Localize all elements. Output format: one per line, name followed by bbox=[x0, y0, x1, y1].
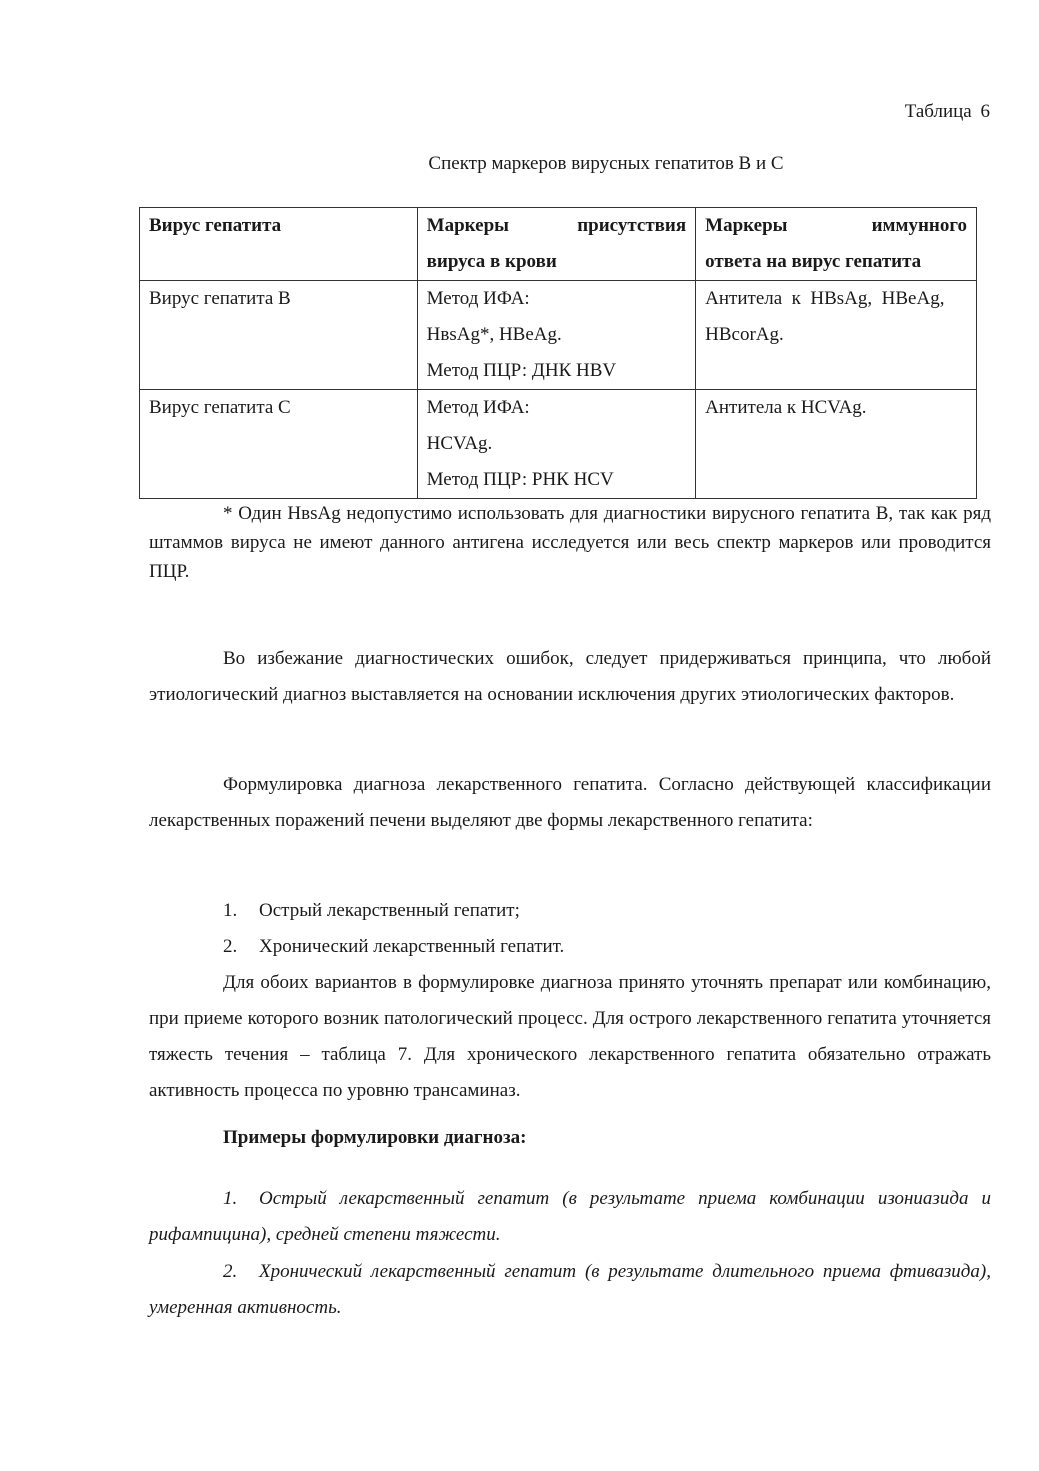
forms-list bbox=[223, 893, 564, 965]
cell-presence bbox=[417, 390, 696, 499]
list-item bbox=[223, 929, 564, 965]
header-immune-word1: Маркеры bbox=[705, 215, 788, 236]
table-row bbox=[140, 281, 977, 390]
list-item-number: 2. bbox=[223, 936, 238, 957]
paragraph-drug-hepatitis-forms: Формулировка диагноза лекарственного гепатита. Согласно действующей классификации лекарственных поражений печени выделяют две формы лекарственного гепатита: bbox=[149, 774, 991, 831]
example-number: 1. bbox=[223, 1188, 238, 1209]
header-virus: Вирус гепатита bbox=[140, 208, 418, 281]
example-text: Хронический лекарственный гепатит (в результате длительного приема фтивазида), умеренная активность. bbox=[149, 1261, 991, 1318]
header-immune-markers bbox=[696, 208, 977, 281]
cell-line: Метод ИФА: bbox=[426, 397, 530, 418]
paragraph-diagnostic-errors: Во избежание диагностических ошибок, следует придерживаться принципа, что любой этиологический диагноз выставляется на основании исключения других этиологических факторов. bbox=[149, 648, 991, 705]
cell-immune bbox=[696, 281, 977, 390]
header-presence-line2: вируса в крови bbox=[426, 251, 557, 272]
table-row bbox=[140, 390, 977, 499]
cell-immune bbox=[696, 390, 977, 499]
table-footnote: * Один HвsAg недопустимо использовать для диагностики вирусного гепатита В, так как ряд штаммов вируса не имеют данного антигена исследуется или весь спектр маркеров или проводится ПЦР. bbox=[149, 503, 991, 582]
header-immune-word2: иммунного bbox=[871, 215, 967, 236]
cell-virus: Вирус гепатита С bbox=[140, 390, 418, 499]
table-title: Спектр маркеров вирусных гепатитов В и С bbox=[428, 153, 784, 174]
cell-line: HCVAg. bbox=[426, 433, 493, 454]
list-item-text: Хронический лекарственный гепатит. bbox=[259, 936, 565, 957]
cell-virus: Вирус гепатита В bbox=[140, 281, 418, 390]
header-presence-word2: присутствия bbox=[577, 215, 687, 236]
paragraph-diagnosis-wording: Для обоих вариантов в формулировке диагноза принято уточнять препарат или комбинацию, при приеме которого возник патологический процесс. Для острого лекарственного гепатита уточняется тяжесть течения – таблица 7. Для хронического лекарственного гепатита обязательно отражать активность процесса по уровню трансаминаз. bbox=[149, 972, 991, 1101]
table-header-row bbox=[140, 208, 977, 281]
list-item-text: Острый лекарственный гепатит; bbox=[259, 900, 520, 921]
header-presence-word1: Маркеры bbox=[426, 215, 509, 236]
cell-line: Метод ИФА: bbox=[426, 288, 530, 309]
example-text: Острый лекарственный гепатит (в результате приема комбинации изониазида и рифампицина), средней степени тяжести. bbox=[149, 1188, 991, 1245]
cell-line: Антитела к HCVAg. bbox=[705, 397, 867, 418]
cell-line: HвsAg*, HBeAg. bbox=[426, 324, 562, 345]
examples-heading: Примеры формулировки диагноза: bbox=[223, 1127, 527, 1148]
header-immune-line2: ответа на вирус гепатита bbox=[705, 251, 922, 272]
example-item bbox=[149, 1254, 991, 1326]
list-item-number: 1. bbox=[223, 900, 238, 921]
cell-line: Метод ПЦР: РНК HCV bbox=[426, 469, 614, 490]
list-item bbox=[223, 893, 564, 929]
cell-presence bbox=[417, 281, 696, 390]
header-presence-markers bbox=[417, 208, 696, 281]
example-number: 2. bbox=[223, 1261, 238, 1282]
cell-line: Антитела к HBsAg, HBeAg, bbox=[705, 288, 945, 309]
cell-line: Метод ПЦР: ДНК HBV bbox=[426, 360, 617, 381]
example-item bbox=[149, 1181, 991, 1253]
cell-line: HBcorAg. bbox=[705, 324, 784, 345]
table-number-label: Таблица 6 bbox=[904, 101, 990, 122]
hepatitis-markers-table bbox=[139, 207, 977, 499]
